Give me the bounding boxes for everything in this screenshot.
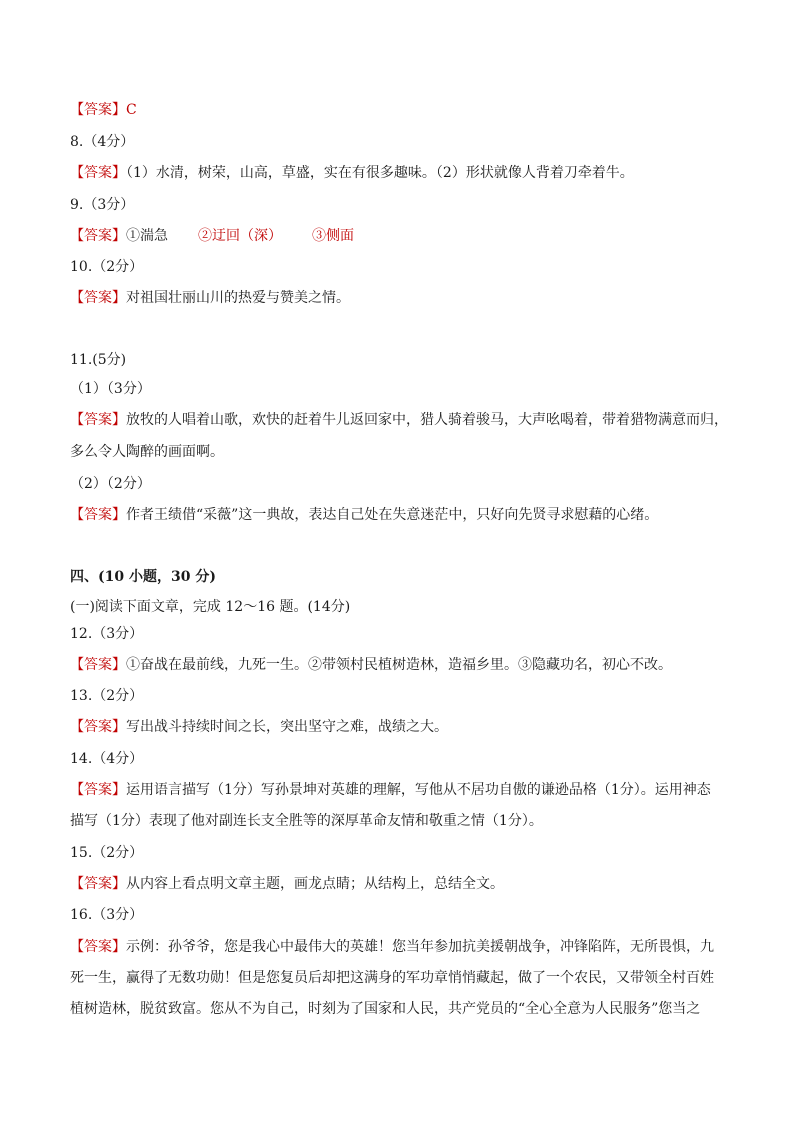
question-12-number: 12.（3分） [70, 626, 144, 642]
question-9-number: 9.（3分） [70, 197, 135, 213]
answer-text: 写出战斗持续时间之长，突出坚守之难，战绩之大。 [126, 719, 448, 735]
answer-16-line-2: 死一生，赢得了无数功勋！但是您复员后却把这满身的军功章悄悄藏起，做了一个农民，又带领全村百姓 [70, 970, 714, 986]
answer-13 [70, 717, 448, 737]
answer-text: 作者王绩借“采薇”这一典故，表达自己处在失意迷茫中，只好向先贤寻求慰藉的心绪。 [126, 507, 659, 523]
answer-9-item-3: ③侧面 [312, 228, 354, 244]
answer-label: 【答案】 [70, 228, 126, 244]
answer-label: 【答案】 [70, 165, 126, 181]
answer-11-2 [70, 505, 658, 525]
section-4-intro: (一)阅读下面文章，完成 12～16 题。(14分) [70, 599, 351, 615]
answer-label: 【答案】 [70, 876, 126, 892]
answer-9-item-1: ①湍急 [126, 228, 168, 244]
answer-16-line-3: 植树造林，脱贫致富。您从不为自己，时刻为了国家和人民，共产党员的“全心全意为人民服务”您当之 [70, 1001, 701, 1017]
answer-label: 【答案】 [70, 939, 126, 955]
question-13-number: 13.（2分） [70, 688, 144, 704]
answer-14-line-2: 描写（1分）表现了他对副连长支全胜等的深厚革命友情和敬重之情（1分）。 [70, 813, 543, 829]
question-11-sub-2: （2）（2分） [70, 476, 151, 492]
question-14-number: 14.（4分） [70, 751, 144, 767]
question-11-number: 11.(5分) [70, 352, 127, 368]
answer-11-1 [70, 410, 728, 430]
answer-label: 【答案】 [70, 412, 126, 428]
answer-label: 【答案】 [70, 719, 126, 735]
answer-text: （1）水清，树荣，山高，草盛，实在有很多趣味。（2）形状就像人背着刀牵着牛。 [126, 165, 634, 181]
answer-9 [70, 226, 354, 246]
answer-text-line-1: 放牧的人唱着山歌，欢快的赶着牛儿返回家中，猎人骑着骏马，大声吆喝着，带着猎物满意而归， [126, 412, 728, 428]
answer-12 [70, 655, 672, 675]
answer-11-1-line-2: 多么令人陶醉的画面啊。 [70, 444, 224, 460]
section-4-heading: 四、(10 小题，30 分) [70, 569, 216, 585]
question-16-number: 16.（3分） [70, 907, 144, 923]
answer-text-line-1: 运用语言描写（1分）写孙景坤对英雄的理解，写他从不居功自傲的谦逊品格（1分）。运用神态 [126, 782, 711, 798]
answer-label: 【答案】 [70, 290, 126, 306]
answer-label: 【答案】 [70, 507, 126, 523]
answer-text: C [126, 102, 137, 118]
answer-8 [70, 163, 634, 183]
answer-text: ①奋战在最前线，九死一生。②带领村民植树造林，造福乡里。③隐藏功名，初心不改。 [126, 657, 672, 673]
answer-9-item-2: ②迂回（深） [198, 228, 282, 244]
answer-label: 【答案】 [70, 657, 126, 673]
answer-16 [70, 937, 714, 957]
question-10-number: 10.（2分） [70, 259, 144, 275]
answer-text-line-1: 示例：孙爷爷，您是我心中最伟大的英雄！您当年参加抗美援朝战争，冲锋陷阵，无所畏惧，九 [126, 939, 714, 955]
answer-text: 从内容上看点明文章主题，画龙点睛；从结构上，总结全文。 [126, 876, 504, 892]
question-15-number: 15.（2分） [70, 845, 144, 861]
question-11-sub-1: （1）（3分） [70, 381, 151, 397]
answer-7 [70, 100, 137, 120]
answer-10 [70, 288, 350, 308]
question-8-number: 8.（4分） [70, 134, 135, 150]
answer-label: 【答案】 [70, 782, 126, 798]
answer-15 [70, 874, 504, 894]
answer-label: 【答案】 [70, 102, 126, 118]
answer-text: 对祖国壮丽山川的热爱与赞美之情。 [126, 290, 350, 306]
answer-14 [70, 780, 711, 800]
